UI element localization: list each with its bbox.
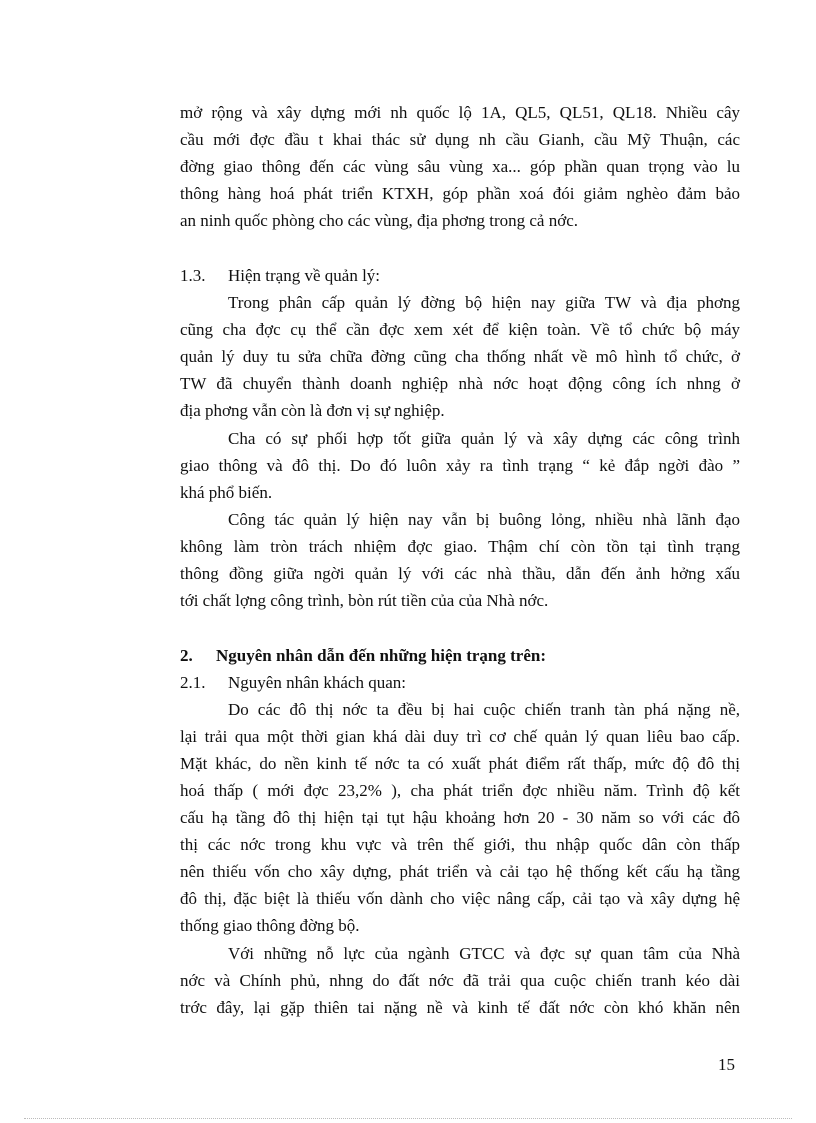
section-number: 1.3. [180,266,206,285]
paragraph-line: không làm tròn trách nhiệm đợc giao. Thậm chí còn tồn tại tình trạng [180,537,740,556]
section-title: Hiện trạng về quản lý: [228,266,381,285]
paragraph-line: đô thị, đặc biệt là thiếu vốn dành cho việc nâng cấp, cải tạo và xây dựng hệ [180,889,740,908]
page-number: 15 [718,1055,735,1074]
paragraph-line: Do các đô thị nớc ta đều bị hai cuộc chiến tranh tàn phá nặng nề, [228,700,740,719]
paragraph-line: Trong phân cấp quản lý đờng bộ hiện nay giữa TW và địa phơng [228,293,740,312]
paragraph-line: nớc và Chính phủ, nhng do đất nớc đã trải qua cuộc chiến tranh kéo dài [180,971,740,990]
paragraph-line: nên thiếu vốn cho xây dựng, phát triển và cải tạo hệ thống kết cấu hạ tầng [180,862,740,881]
paragraph-line: trớc đây, lại gặp thiên tai nặng nề và kinh tế đất nớc còn khó khăn nên [180,998,740,1017]
paragraph-line: thông hàng hoá phát triển KTXH, góp phần xoá đói giảm nghèo đảm bảo [180,184,740,203]
paragraph-line: thống giao thông đờng bộ. [180,916,360,935]
paragraph-line: Với những nỗ lực của ngành GTCC và đợc sự quan tâm của Nhà [228,944,740,963]
paragraph-line: thông đồng giữa ngời quản lý với các nhà thầu, dẫn đến ảnh hởng xấu [180,564,740,583]
paragraph-line: đờng giao thông đến các vùng sâu vùng xa... góp phần quan trọng vào lu [180,157,740,176]
section-number: 2.1. [180,673,206,692]
paragraph-line: cầu mới đợc đầu t khai thác sử dụng nh cầu Gianh, cầu Mỹ Thuận, các [180,130,740,149]
page-bottom-divider [24,1118,792,1119]
paragraph-line: cấu hạ tầng đô thị hiện tại tụt hậu khoảng hơn 20 - 30 năm so với các đô [180,808,740,827]
section-title: Nguyên nhân khách quan: [228,673,406,692]
paragraph-line: thị các nớc trong khu vực và trên thế giới, thu nhập quốc dân còn thấp [180,835,740,854]
paragraph-line: lại trải qua một thời gian khá dài duy trì cơ chế quản lý quan liêu bao cấp. [180,727,740,746]
paragraph-line: an ninh quốc phòng cho các vùng, địa phơng trong cả nớc. [180,211,579,230]
section-title: Nguyên nhân dẫn đến những hiện trạng trên: [216,646,546,665]
paragraph-line: cũng cha đợc cụ thể cần đợc xem xét để kiện toàn. Về tổ chức bộ máy [180,320,740,339]
paragraph-line: hoá thấp ( mới đợc 23,2% ), cha phát triển đợc nhiều năm. Trình độ kết [180,781,740,800]
paragraph-line: giao thông và đô thị. Do đó luôn xảy ra tình trạng “ kẻ đắp ngời đào ” [180,456,740,475]
paragraph-line: địa phơng vẫn còn là đơn vị sự nghiệp. [180,401,445,420]
paragraph-line: Mặt khác, do nền kinh tế nớc ta có xuất phát điểm rất thấp, mức độ đô thị [180,754,740,773]
paragraph-line: mở rộng và xây dựng mới nh quốc lộ 1A, QL5, QL51, QL18. Nhiều cây [180,103,740,122]
section-number: 2. [180,646,193,665]
paragraph-line: Cha có sự phối hợp tốt giữa quản lý và xây dựng các công trình [228,429,740,448]
paragraph-line: Công tác quản lý hiện nay vẫn bị buông lỏng, nhiều nhà lãnh đạo [228,510,740,529]
paragraph-line: tới chất lợng công trình, bòn rút tiền của của Nhà nớc. [180,591,549,610]
paragraph-line: TW đã chuyển thành doanh nghiệp nhà nớc hoạt động công ích nhng ở [180,374,740,393]
paragraph-line: khá phổ biến. [180,483,273,502]
paragraph-line: quản lý duy tu sửa chữa đờng cũng cha thống nhất về mô hình tổ chức, ở [180,347,740,366]
